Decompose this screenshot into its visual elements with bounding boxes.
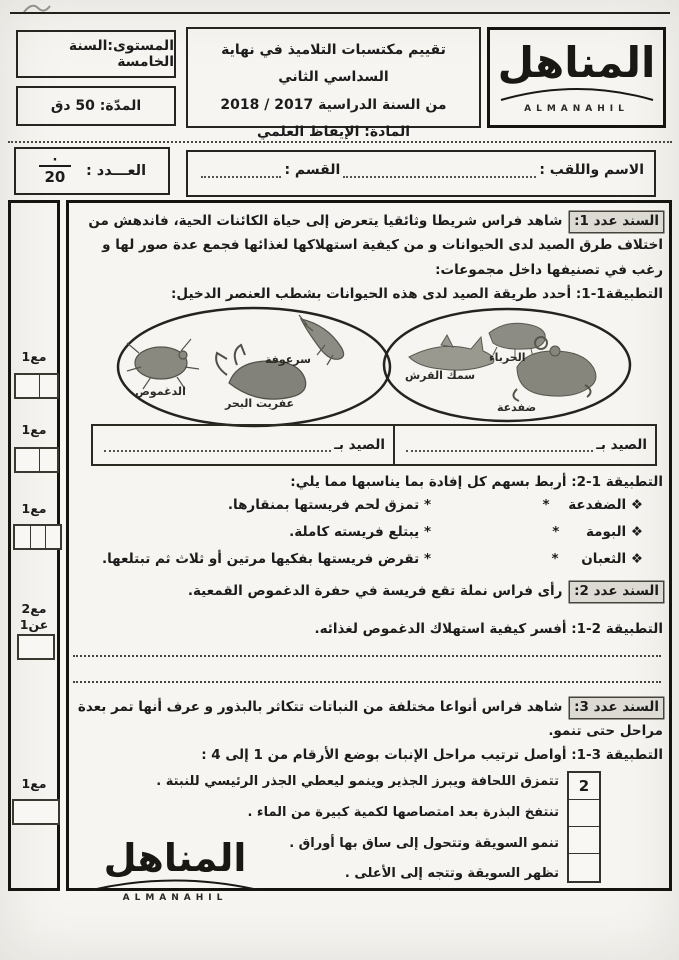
animal-groups-figure <box>69 305 669 429</box>
level-label: المستوى:السنة الخامسة <box>68 38 174 70</box>
task-1-1-text: أحدد طريقة الصيد لدى هذه الحيوانات بشطب العنصر الدخيل: <box>171 286 572 302</box>
match-animal-2: البومة <box>585 524 627 540</box>
answer-dotted-line <box>73 655 661 657</box>
label-beetle: الدغموص <box>135 385 186 398</box>
support-1-text: شاهد فراس شريطا وثائقيا يتعرض إلى حياة الكائنات الحية، فاندهش من اختلاف طرق الصيد لدى الحيوانات و من كيفية استهلاكها لغذائها فجمع عدة صور لها و رغب في تصنيفها داخل مجموعات: <box>88 213 663 278</box>
match-fact-item <box>102 551 431 567</box>
publisher-logo-latin: ALMANAHIL <box>524 103 629 114</box>
score-label: العـــدد : <box>85 163 147 179</box>
task-2-1-text: أفسر كيفية استهلاك الدغموص لغذائه. <box>314 621 567 637</box>
criterion-score-cells <box>17 634 55 660</box>
support-2-label: السند عدد 2: <box>570 582 663 602</box>
match-fact-item <box>289 524 431 540</box>
score-fraction <box>38 152 72 186</box>
class-label: القسم : <box>284 162 341 178</box>
task-1-2-label: التطبيقة 1-2: <box>571 474 663 490</box>
exam-body-box <box>66 200 672 903</box>
task-1-1-line <box>73 282 663 306</box>
support-3-text: شاهد فراس أنواعا مختلفة من النباتات تتكاثر بالبذور و عرف أنها تمر بعدة مراحل حتى تنمو. <box>77 699 663 740</box>
name-label: الاسم واللقب : <box>539 162 644 178</box>
diamond-bullet-icon: ❖ <box>630 497 643 513</box>
criterion-score-cells <box>14 373 59 399</box>
label-chameleon: الحرباء <box>489 351 526 364</box>
frog-drawing <box>513 346 595 401</box>
criterion-score-cells <box>13 524 62 550</box>
criterion-label-2: عن1 <box>19 617 49 632</box>
footer-logo-arabic: المناهل <box>103 836 247 880</box>
diamond-bullet-icon: ❖ <box>630 524 643 540</box>
class-answer-line <box>201 165 281 178</box>
dotted-separator <box>8 141 672 143</box>
support-2-text: رأى فراس نملة تقع فريسة في حفرة الدغموص القمعية. <box>187 583 563 599</box>
beetle-drawing <box>127 339 199 389</box>
criterion-label: مع1 <box>21 501 47 516</box>
task-1-1-label: التطبيقة1-1: <box>575 286 663 302</box>
connector-star-icon: * <box>552 524 560 540</box>
criterion-label: مع1 <box>21 349 47 364</box>
label-shark: سمك القرش <box>405 369 476 382</box>
order-box-3 <box>569 827 599 854</box>
match-animal-item <box>552 524 643 540</box>
match-animal-1: الضفدعة <box>568 497 627 513</box>
hunting-answer-boxes <box>91 424 657 466</box>
order-box-2 <box>569 800 599 827</box>
support-2-paragraph <box>73 579 663 603</box>
hunting-answer-right-line <box>406 439 593 452</box>
duration-label: المدّة: 50 دق <box>50 98 142 114</box>
hunting-answer-right <box>393 426 655 464</box>
criterion-score-cells <box>12 799 60 825</box>
score-numerator: · <box>52 152 58 168</box>
pen-scribble <box>22 0 52 16</box>
order-box-4 <box>569 854 599 881</box>
task-1-2-line <box>73 470 663 494</box>
animal-groups-drawing <box>69 305 669 429</box>
publisher-logo-box <box>487 27 666 128</box>
criterion-label: مع1 <box>21 422 47 437</box>
publisher-logo-arabic: المناهل <box>497 37 656 87</box>
duration-box <box>16 86 176 126</box>
diamond-bullet-icon: ❖ <box>630 551 643 567</box>
task-1-2-text: أربط بسهم كل إفادة بما يناسبها مما يلي: <box>290 474 567 490</box>
exam-title-line2: من السنة الدراسية 2017 / 2018 <box>220 96 447 113</box>
hunting-answer-right-label: الصيد بـ <box>596 437 647 453</box>
task-2-1-label: التطبيقة 2-1: <box>571 621 663 637</box>
germination-step: تظهر السويقة وتتجه إلى الأعلى . <box>344 866 559 881</box>
connector-star-icon: * <box>551 551 559 567</box>
connector-star-icon: * <box>542 497 550 513</box>
match-animal-3: الثعبان <box>581 551 627 567</box>
task-2-1-line <box>73 617 663 641</box>
task-3-1-text: أواصل ترتيب مراحل الإنبات بوضع الأرقام من 1 إلى 4 : <box>201 747 567 763</box>
exam-title-box <box>186 27 481 140</box>
support-1-paragraph <box>73 209 663 282</box>
support-3-label: السند عدد 3: <box>570 698 663 718</box>
match-animal-item <box>542 497 643 513</box>
logo-arc <box>497 84 657 104</box>
top-rule <box>10 12 670 14</box>
support-1-label: السند عدد 1: <box>570 212 663 232</box>
level-box <box>16 30 176 78</box>
exam-subject: المادة: الإيقاظ العلمي <box>256 123 411 140</box>
footer-logo-arc <box>90 877 260 893</box>
hunting-answer-left <box>93 426 393 464</box>
hunting-answer-left-line <box>104 439 331 452</box>
ordering-boxes-column <box>567 771 601 883</box>
connector-star-icon: * <box>423 524 431 540</box>
score-box <box>14 147 170 195</box>
match-animal-item <box>551 551 643 567</box>
footer-logo-latin: ALMANAHIL <box>122 893 228 903</box>
exam-title-line1: تقييم مكتسبات التلاميذ في نهاية السداسي الثاني <box>221 42 446 86</box>
support-3-paragraph <box>71 695 663 744</box>
grading-margin-column <box>8 200 60 891</box>
order-box-1: 2 <box>569 773 599 800</box>
footer-logo <box>85 836 265 903</box>
match-row <box>69 551 669 575</box>
match-fact-1: تمزق لحم فريستها بمنقارها. <box>227 497 420 513</box>
hunting-answer-left-label: الصيد بـ <box>334 437 385 453</box>
match-row <box>69 497 669 521</box>
match-row <box>69 524 669 548</box>
label-frog: ضفدعة <box>497 401 537 414</box>
match-fact-2: يبتلع فريسته كاملة. <box>289 524 420 540</box>
label-mantis: سرعوفة <box>265 353 311 366</box>
task-3-1-line <box>73 743 663 767</box>
score-denominator: 20 <box>39 165 72 186</box>
criterion-score-cells <box>14 447 59 473</box>
connector-star-icon: * <box>423 551 431 567</box>
criterion-label: مع2 <box>21 601 47 616</box>
connector-star-icon: * <box>423 497 431 513</box>
germination-step: تتمزق اللحافة ويبرز الجذير وينمو ليعطي الجذر الرئيسي للنبتة . <box>156 774 559 789</box>
answer-dotted-line <box>73 681 661 683</box>
student-info-box <box>186 150 656 197</box>
name-answer-line <box>343 165 536 178</box>
match-fact-3: تقرض فريستها بفكيها مرتين أو ثلاث ثم تبتلعها. <box>101 551 420 567</box>
criterion-label: مع1 <box>21 776 47 791</box>
germination-step: تنمو السويقة وتتحول إلى ساق بها أوراق . <box>289 836 559 851</box>
match-fact-item <box>228 497 431 513</box>
shark-drawing <box>409 335 494 370</box>
label-sea-devil: عفريت البحر <box>225 397 295 410</box>
germination-step: تنتفخ البذرة بعد امتصاصها لكمية كبيرة من الماء . <box>247 805 559 820</box>
task-3-1-label: التطبيقة 3-1: <box>571 747 663 763</box>
